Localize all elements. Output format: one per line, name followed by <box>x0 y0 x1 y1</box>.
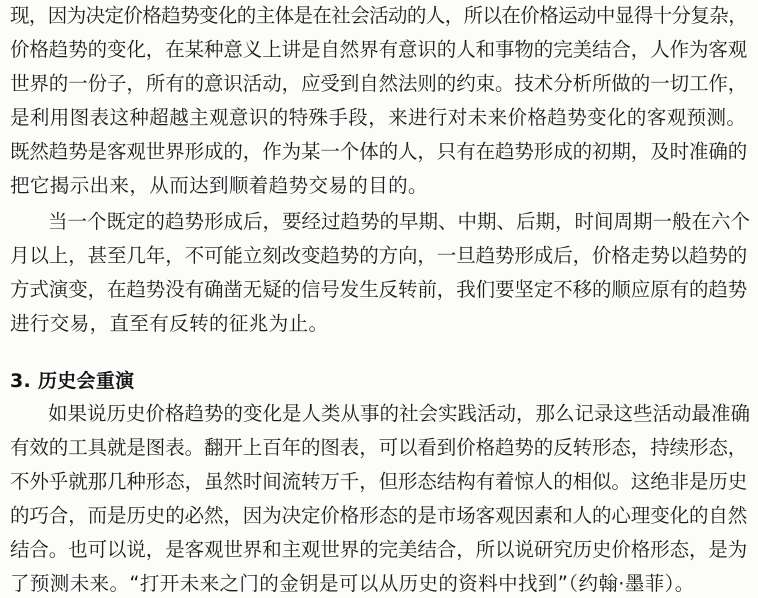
paragraph3-line: 结合。也可以说，是客观世界和主观世界的完美结合，所以说研究历史价格形态，是为 <box>10 538 748 561</box>
paragraph3-line: 有效的工具就是图表。翻开上百年的图表，可以看到价格趋势的反转形态，持续形态， <box>10 436 748 459</box>
paragraph3-line: 了预测未来。“打开未来之门的金钥是可以从历史的资料中找到”（约翰·墨菲）。 <box>10 572 695 595</box>
paragraph3-line: 如果说历史价格趋势的变化是人类从事的社会实践活动，那么记录这些活动最准确 <box>48 402 751 425</box>
paragraph1-line: 世界的一份子，所有的意识活动，应受到自然法则的约束。技术分析所做的一切工作， <box>10 72 748 95</box>
paragraph2-line: 月以上，甚至几年，不可能立刻改变趋势的方向，一旦趋势形成后，价格走势以趋势的 <box>10 244 748 267</box>
paragraph1-line: 现，因为决定价格趋势变化的主体是在社会活动的人，所以在价格运动中显得十分复杂， <box>10 4 748 27</box>
paragraph3-line: 的巧合，而是历史的必然，因为决定价格形态的是市场客观因素和人的心理变化的自然 <box>10 504 748 527</box>
paragraph1-line: 价格趋势的变化，在某种意义上讲是自然界有意识的人和事物的完美结合，人作为客观 <box>10 38 748 61</box>
paragraph2-line: 方式演变，在趋势没有确凿无疑的信号发生反转前，我们要坚定不移的顺应原有的趋势 <box>10 278 748 301</box>
paragraph2-line: 进行交易，直至有反转的征兆为止。 <box>10 312 329 335</box>
paragraph1-line: 把它揭示出来，从而达到顺着趋势交易的目的。 <box>10 174 428 197</box>
section-heading: 3. 历史会重演 <box>10 370 135 392</box>
paragraph1-line: 是利用图表这种超越主观意识的特殊手段，来进行对未来价格趋势变化的客观预测。 <box>10 106 747 129</box>
paragraph1-line: 既然趋势是客观世界形成的，作为某一个体的人，只有在趋势形成的初期，及时准确的 <box>10 140 748 163</box>
paragraph2-line: 当一个既定的趋势形成后，要经过趋势的早期、中期、后期，时间周期一般在六个 <box>48 210 751 233</box>
paragraph3-line: 不外乎就那几种形态，虽然时间流转万千，但形态结构有着惊人的相似。这绝非是历史 <box>10 470 748 493</box>
